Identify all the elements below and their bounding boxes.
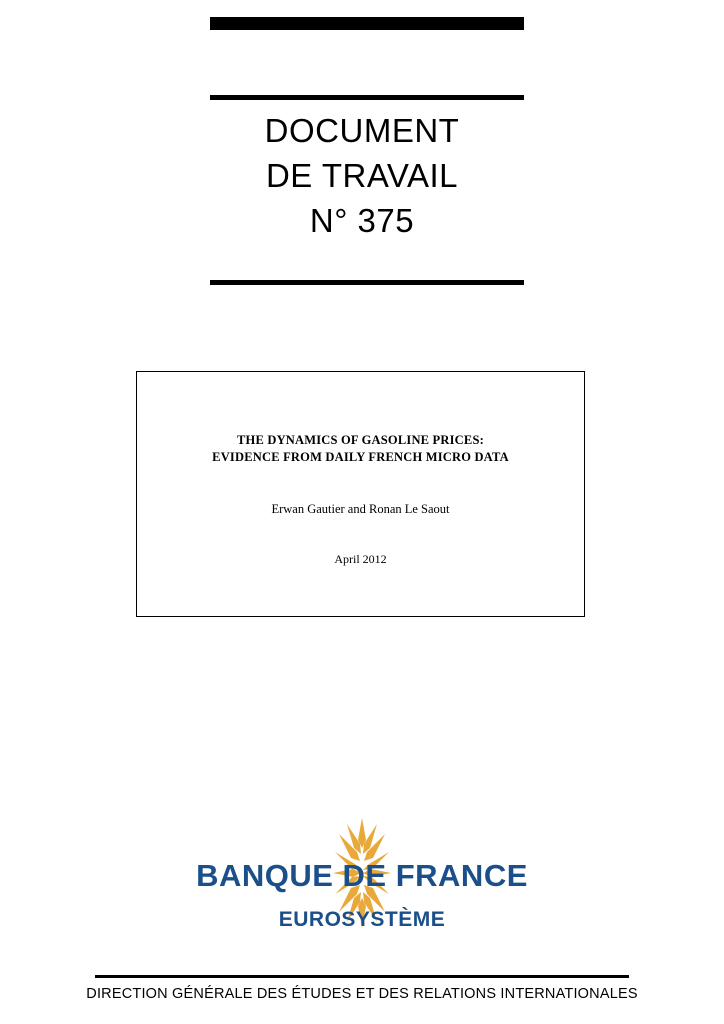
logo-wordmark: BANQUE DE FRANCE — [196, 858, 528, 893]
paper-title — [137, 432, 584, 466]
logo-subtitle: EUROSYSTÈME — [278, 908, 446, 931]
banque-de-france-logo — [0, 818, 724, 948]
masthead-upper-rule — [210, 95, 524, 100]
paper-authors: Erwan Gautier and Ronan Le Saout — [271, 502, 450, 516]
masthead-lower-rule — [210, 280, 524, 285]
masthead-line-de-travail: DE TRAVAIL — [265, 157, 459, 194]
masthead-line-document: DOCUMENT — [264, 112, 460, 149]
footer-text: DIRECTION GÉNÉRALE DES ÉTUDES ET DES RELATIONS INTERNATIONALES — [86, 986, 638, 1002]
masthead-line-number: N° 375 — [309, 202, 415, 239]
footer-rule — [95, 975, 629, 978]
paper-title-line-1: THE DYNAMICS OF GASOLINE PRICES: — [237, 433, 484, 447]
paper-title-line-2: EVIDENCE FROM DAILY FRENCH MICRO DATA — [212, 450, 509, 464]
paper-date: April 2012 — [334, 552, 387, 566]
paper-title-box — [136, 371, 585, 617]
masthead — [0, 108, 724, 243]
masthead-top-rule — [210, 17, 524, 30]
